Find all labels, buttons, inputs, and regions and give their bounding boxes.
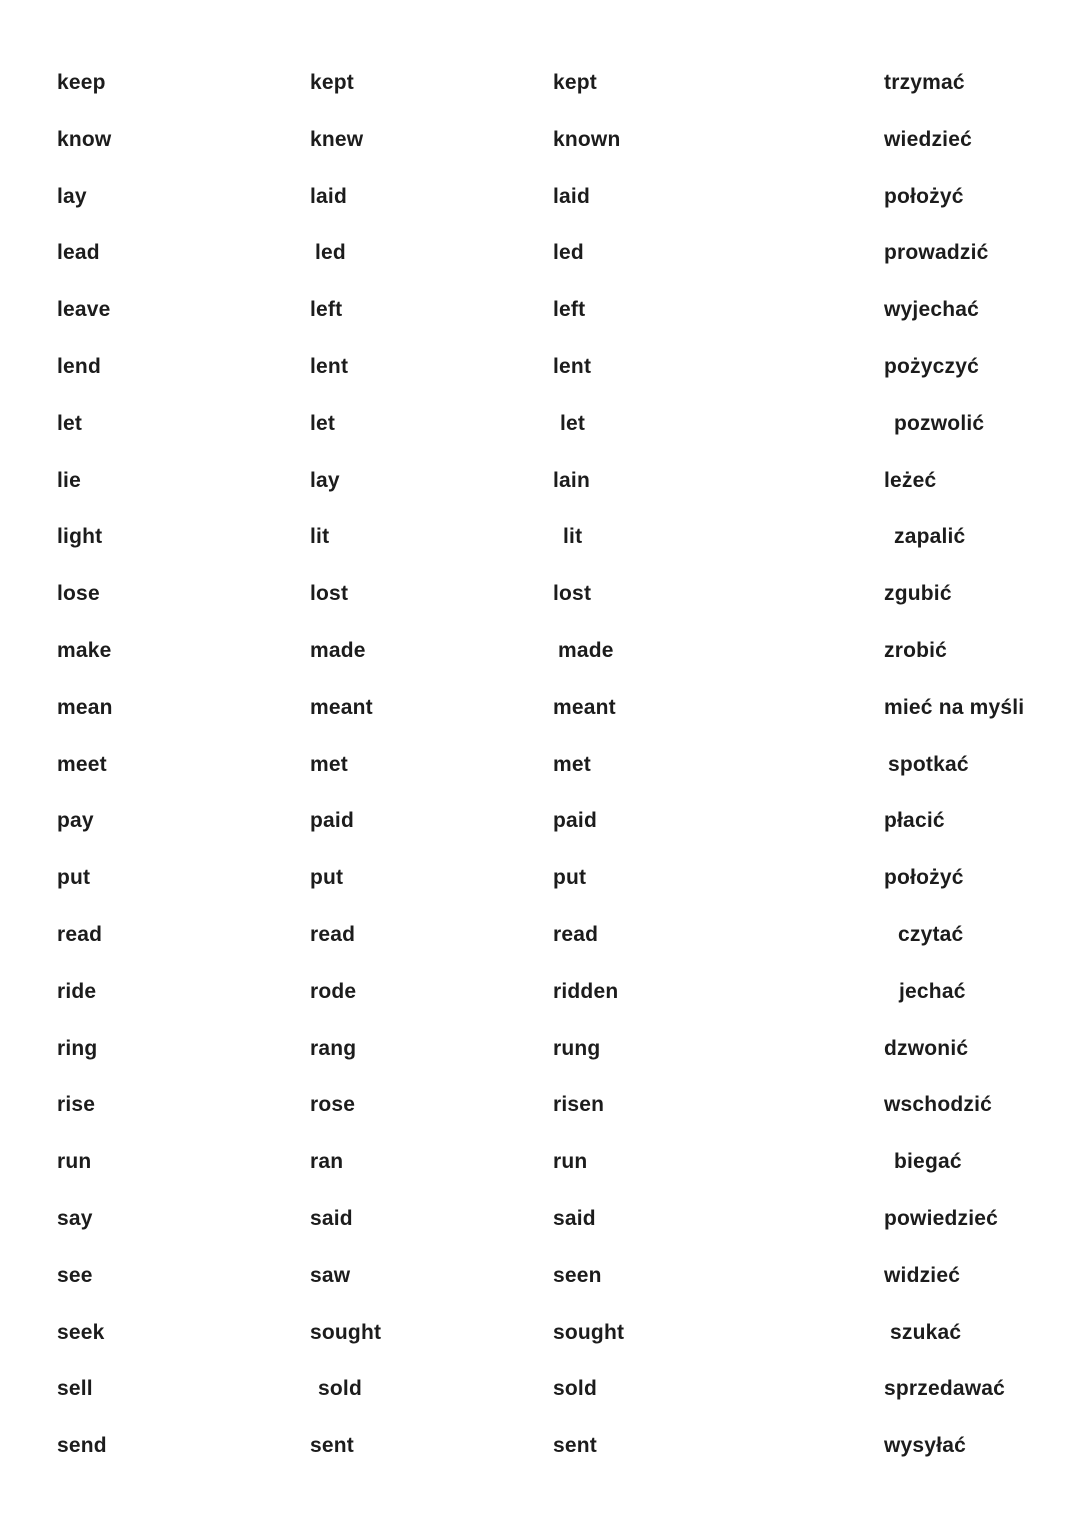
past-simple-cell: ran bbox=[310, 1150, 344, 1174]
table-row bbox=[0, 355, 1080, 412]
past-simple-cell: meant bbox=[310, 695, 373, 719]
past-simple-cell: made bbox=[310, 638, 366, 662]
past-participle-cell: sought bbox=[553, 1320, 625, 1344]
table-row bbox=[0, 696, 1080, 753]
translation-cell: wysyłać bbox=[884, 1434, 966, 1458]
table-row bbox=[0, 753, 1080, 810]
table-row bbox=[0, 185, 1080, 242]
translation-cell: mieć na myśli bbox=[884, 695, 1025, 719]
base-form-cell: send bbox=[57, 1434, 107, 1458]
translation-cell: trzymać bbox=[884, 71, 965, 94]
table-row bbox=[0, 866, 1080, 923]
past-simple-cell: sought bbox=[310, 1320, 382, 1344]
table-row bbox=[0, 469, 1080, 526]
past-participle-cell: rung bbox=[553, 1036, 601, 1060]
base-form-cell: lose bbox=[57, 582, 100, 606]
translation-cell: dzwonić bbox=[884, 1036, 969, 1060]
past-participle-cell: known bbox=[553, 127, 621, 151]
past-participle-cell: paid bbox=[553, 809, 597, 833]
past-participle-cell: meant bbox=[553, 695, 616, 719]
table-row bbox=[0, 1207, 1080, 1264]
base-form-cell: read bbox=[57, 922, 103, 946]
past-simple-cell: rode bbox=[310, 979, 357, 1003]
past-simple-cell: rose bbox=[310, 1093, 356, 1117]
translation-cell: pozwolić bbox=[894, 411, 985, 435]
base-form-cell: put bbox=[57, 866, 91, 890]
past-participle-cell: lent bbox=[553, 354, 592, 378]
base-form-cell: meet bbox=[57, 752, 107, 776]
base-form-cell: say bbox=[57, 1206, 93, 1230]
past-simple-cell: met bbox=[310, 752, 348, 776]
table-row bbox=[0, 298, 1080, 355]
base-form-cell: run bbox=[57, 1150, 92, 1174]
past-participle-cell: left bbox=[553, 298, 586, 322]
translation-cell: prowadzić bbox=[884, 241, 989, 265]
past-simple-cell: saw bbox=[310, 1263, 351, 1287]
past-simple-cell: read bbox=[310, 922, 356, 946]
base-form-cell: ring bbox=[57, 1036, 98, 1060]
translation-cell: wiedzieć bbox=[884, 127, 972, 151]
past-simple-cell: lent bbox=[310, 354, 349, 378]
table-row bbox=[0, 412, 1080, 469]
past-simple-cell: kept bbox=[310, 71, 354, 94]
table-row bbox=[0, 1037, 1080, 1094]
table-row bbox=[0, 1264, 1080, 1321]
translation-cell: położyć bbox=[884, 866, 964, 890]
table-row bbox=[0, 525, 1080, 582]
past-participle-cell: put bbox=[553, 866, 587, 890]
translation-cell: wyjechać bbox=[884, 298, 979, 322]
past-simple-cell: lit bbox=[310, 525, 330, 549]
base-form-cell: make bbox=[57, 638, 112, 662]
past-simple-cell: left bbox=[310, 298, 343, 322]
translation-cell: widzieć bbox=[884, 1263, 961, 1287]
translation-cell: sprzedawać bbox=[884, 1377, 1006, 1401]
table-row bbox=[0, 128, 1080, 185]
past-simple-cell: sold bbox=[318, 1377, 362, 1401]
table-row bbox=[0, 1150, 1080, 1207]
translation-cell: biegać bbox=[894, 1150, 962, 1174]
translation-cell: zapalić bbox=[894, 525, 966, 549]
base-form-cell: sell bbox=[57, 1377, 93, 1401]
table-row bbox=[0, 582, 1080, 639]
translation-cell: zrobić bbox=[884, 638, 948, 662]
past-participle-cell: let bbox=[560, 411, 586, 435]
base-form-cell: light bbox=[57, 525, 103, 549]
past-simple-cell: put bbox=[310, 866, 344, 890]
translation-cell: jechać bbox=[899, 979, 966, 1003]
base-form-cell: lie bbox=[57, 468, 81, 492]
past-participle-cell: said bbox=[553, 1206, 596, 1230]
base-form-cell: know bbox=[57, 127, 112, 151]
past-simple-cell: lay bbox=[310, 468, 340, 492]
translation-cell: zgubić bbox=[884, 582, 952, 606]
past-simple-cell: rang bbox=[310, 1036, 357, 1060]
base-form-cell: lay bbox=[57, 184, 87, 208]
past-simple-cell: knew bbox=[310, 127, 364, 151]
past-participle-cell: sent bbox=[553, 1434, 597, 1458]
base-form-cell: ride bbox=[57, 979, 97, 1003]
table-row bbox=[0, 1377, 1080, 1434]
table-row bbox=[0, 1093, 1080, 1150]
base-form-cell: let bbox=[57, 411, 83, 435]
table-row bbox=[0, 1321, 1080, 1378]
table-row bbox=[0, 639, 1080, 696]
past-participle-cell: led bbox=[553, 241, 584, 265]
past-participle-cell: kept bbox=[553, 71, 597, 94]
translation-cell: pożyczyć bbox=[884, 354, 979, 378]
past-participle-cell: lost bbox=[553, 582, 592, 606]
past-participle-cell: read bbox=[553, 922, 599, 946]
past-simple-cell: sent bbox=[310, 1434, 354, 1458]
past-simple-cell: led bbox=[315, 241, 346, 265]
past-participle-cell: laid bbox=[553, 184, 590, 208]
past-simple-cell: paid bbox=[310, 809, 354, 833]
translation-cell: leżeć bbox=[884, 468, 937, 492]
table-row bbox=[0, 1434, 1080, 1491]
past-participle-cell: risen bbox=[553, 1093, 605, 1117]
past-participle-cell: seen bbox=[553, 1263, 602, 1287]
translation-cell: szukać bbox=[890, 1320, 962, 1344]
past-participle-cell: made bbox=[558, 638, 614, 662]
verbs-table bbox=[0, 71, 1080, 1491]
translation-cell: czytać bbox=[898, 922, 964, 946]
table-row bbox=[0, 241, 1080, 298]
translation-cell: spotkać bbox=[888, 752, 969, 776]
past-participle-cell: lit bbox=[563, 525, 583, 549]
past-simple-cell: said bbox=[310, 1206, 353, 1230]
past-simple-cell: lost bbox=[310, 582, 349, 606]
translation-cell: położyć bbox=[884, 184, 964, 208]
table-row bbox=[0, 71, 1080, 128]
past-simple-cell: laid bbox=[310, 184, 347, 208]
translation-cell: wschodzić bbox=[884, 1093, 992, 1117]
base-form-cell: leave bbox=[57, 298, 111, 322]
base-form-cell: see bbox=[57, 1263, 93, 1287]
past-participle-cell: met bbox=[553, 752, 591, 776]
translation-cell: płacić bbox=[884, 809, 945, 833]
base-form-cell: seek bbox=[57, 1320, 105, 1344]
past-participle-cell: sold bbox=[553, 1377, 597, 1401]
past-participle-cell: run bbox=[553, 1150, 588, 1174]
past-simple-cell: let bbox=[310, 411, 336, 435]
past-participle-cell: ridden bbox=[553, 979, 619, 1003]
base-form-cell: pay bbox=[57, 809, 94, 833]
translation-cell: powiedzieć bbox=[884, 1206, 999, 1230]
base-form-cell: keep bbox=[57, 71, 106, 94]
table-row bbox=[0, 809, 1080, 866]
base-form-cell: mean bbox=[57, 695, 113, 719]
base-form-cell: rise bbox=[57, 1093, 96, 1117]
base-form-cell: lend bbox=[57, 354, 101, 378]
table-row bbox=[0, 980, 1080, 1037]
base-form-cell: lead bbox=[57, 241, 100, 265]
past-participle-cell: lain bbox=[553, 468, 590, 492]
table-row bbox=[0, 923, 1080, 980]
